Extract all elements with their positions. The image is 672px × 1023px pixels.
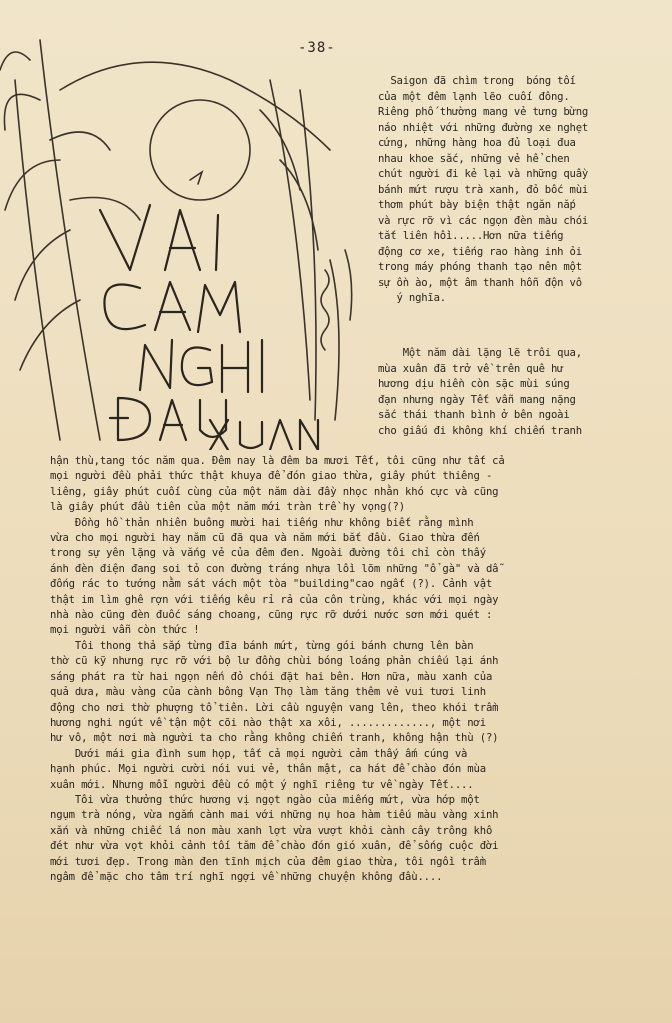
intro-paragraph-2 xyxy=(378,346,666,439)
body-line: nhà nào cũng đèn đuốc sáng choang, cũng rực rỡ dưới nước sơn mới quét : xyxy=(50,609,493,622)
intro-line: mùa xuân đã trở về trên quê hư xyxy=(378,362,564,375)
intro-line: và rực rỡ vì các ngọn đèn màu chói xyxy=(378,214,589,227)
body-line: hạnh phúc. Mọi người cười nói vui vẻ, thân mật, ca hát để chào đón mùa xyxy=(50,763,486,776)
intro-line: chút người đi kẻ lại và những quầy xyxy=(378,168,589,180)
page-number: -38- xyxy=(298,40,336,56)
intro-line: ý nghĩa. xyxy=(378,292,446,304)
intro-line: náo nhiệt với những đường xe nghẹt xyxy=(378,121,589,134)
sun-sketch xyxy=(150,100,250,200)
body-line: mọi người đều phải thức thật khuya để đón giao thừa, giây phút thiêng - xyxy=(50,470,493,483)
body-line: Tôi vừa thưởng thức hương vị ngọt ngào của miếng mứt, vừa hớp một xyxy=(50,793,480,806)
body-line: liêng, giây phút cuối cùng của một năm dài đầy nhọc nhằn khó cực và cũng xyxy=(50,485,499,498)
body-line: mọi người vẫn còn thức ! xyxy=(50,624,200,637)
intro-line: động cơ xe, tiếng rao hàng inh ỏi xyxy=(378,245,582,258)
body-line: thật im lìm ghê rợn với tiếng kêu rỉ rả của côn trùng, khác với mọi ngày xyxy=(50,593,499,606)
body-line: ngâm để mặc cho tâm trí nghĩ ngợi về những chuyện không đầu.... xyxy=(50,870,443,883)
body-line: hận thù,tang tóc năm qua. Đêm nay là đêm ba mươi Tết, tôi cũng như tất cả xyxy=(50,455,505,467)
intro-line: tắt liên hồi.....Hơn nữa tiếng xyxy=(378,230,564,242)
body-line: mới tươi đẹp. Trong màn đen tĩnh mịch của đêm giao thừa, tôi ngồi trầm xyxy=(50,855,486,868)
intro-line: cứng, những hàng hoa đủ loại đua xyxy=(378,137,576,149)
body-line: hương nghi ngút về tận một cõi nào thật xa xôi, ............., một nơi xyxy=(50,716,486,729)
intro-line: Riêng phố thường mang vẻ tưng bừng xyxy=(378,106,589,118)
intro-line: Saigon đã chìm trong bóng tối xyxy=(378,75,576,87)
body-line: quả dưa, màu vàng của cành bông Vạn Thọ làm tăng thêm vẻ vui tươi linh xyxy=(50,686,486,699)
intro-line: Một năm dài lặng lẽ trôi qua, xyxy=(378,347,582,359)
intro-paragraph xyxy=(378,74,666,307)
body-line: ánh đèn điện đang soi tỏ con đường tráng nhựa lồi lõm những "ổ gà" và dẫ xyxy=(50,562,499,575)
intro-line: hương dịu hiền còn sặc mùi súng xyxy=(378,378,570,390)
body-text xyxy=(50,454,662,885)
sketch-drawing xyxy=(0,20,380,450)
body-line: trong sự yên lặng và vắng vẻ của đêm đen. Ngoài đường tôi chỉ còn thấy xyxy=(50,547,486,560)
body-line: thờ cũ kỹ nhưng rực rỡ với bộ lư đồng chùi bóng loáng phản chiếu lại ánh xyxy=(50,655,499,668)
body-line: động cho nơi thờ phượng tổ tiên. Lời cầu nguyện vang lên, theo khói trầm xyxy=(50,701,499,714)
intro-line: của một đêm lạnh lẽo cuối đông. xyxy=(378,90,570,103)
body-line: Đồng hồ thản nhiên buông mười hai tiếng như không biết rằng mình xyxy=(50,516,474,529)
body-line: Dưới mái gia đình sum họp, tất cả mọi người cảm thấy ấm cúng và xyxy=(50,747,468,760)
body-line: Tôi thong thả sắp từng đĩa bánh mứt, từng gói bánh chưng lên bàn xyxy=(50,639,474,652)
intro-line: thơm phút bày biện thật ngăn nắp xyxy=(378,199,576,211)
body-line: là giây phút đầu tiên của một năm mới tràn trề hy vọng(?) xyxy=(50,501,405,514)
intro-line: bánh mứt rượu trà xanh, đỏ bốc mùi xyxy=(378,183,589,196)
intro-line: sắc thái thanh bình ở bên ngoài xyxy=(378,409,570,421)
body-line: hư vô, một nơi mà người ta cho rằng không chiến tranh, không hận thù (?) xyxy=(50,732,499,745)
body-line: vừa cho mọi người hay năm cũ đã qua và năm mới bắt đầu. Giao thừa đến xyxy=(50,532,480,545)
body-line: đét như vừa vọt khỏi cảnh tối tăm để chào đón gió xuân, để sống cuộc đời xyxy=(50,840,499,853)
body-line: xắn và những chiếc lá non màu xanh lợt vừa vượt khỏi cành cây trông khô xyxy=(50,824,493,837)
body-line: xuân mới. Nhưng mỗi người đều có một ý nghĩ riêng tư về ngày Tết.... xyxy=(50,778,474,791)
body-line: ngụm trà nóng, vừa ngắm cành mai với những nụ hoa hàm tiếu màu vàng xinh xyxy=(50,809,499,822)
intro-line: đạn nhưng ngày Tết vẫn mang nặng xyxy=(378,393,576,406)
body-line: sáng phát ra từ hai ngọn nến đỏ chói đặt hai bên. Hơn nữa, màu xanh của xyxy=(50,670,493,683)
intro-line: sự ồn ào, một âm thanh hỗn độn vô xyxy=(378,276,582,289)
intro-line: nhau khoe sắc, những vẻ hể chen xyxy=(378,152,570,165)
body-line: đống rác to tướng nằm sát vách một tòa "building"cao ngất (?). Cảnh vật xyxy=(50,578,493,591)
intro-line: cho giấu đi không khí chiến tranh xyxy=(378,424,582,437)
title-illustration xyxy=(0,20,380,450)
intro-line: trong máy phóng thanh tạo nên một xyxy=(378,261,582,273)
